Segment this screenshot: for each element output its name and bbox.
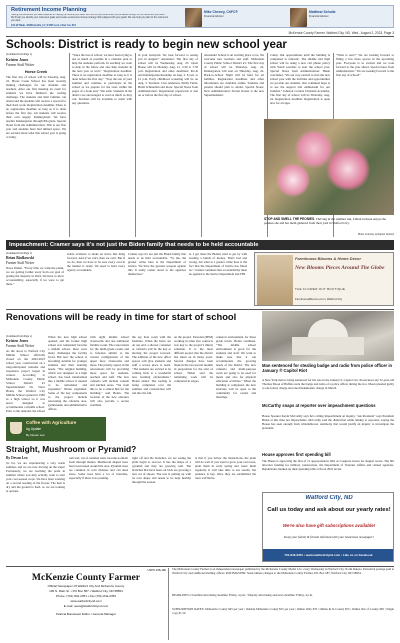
- renovations-headline: Renovations will be ready in time for start of school: [6, 311, 237, 322]
- top-ad-contacts: 104 W Main, McMinnville | 2 | F1NT.com | Star Ins Prd: [11, 24, 77, 27]
- masthead-right-text: The McKenzie County Farmer is an independent newspaper published by the McKenzie County Media LLC every Wednesday in Watford City, North Dakota. Periodical postage paid at Watford City and additional mailing offices. POSTMASTER: Send address changes to the McKenzie County Farmer, PO. Box 587, Watford City, ND 58854.: [172, 568, 394, 575]
- reno-cont-from: (Continued from Page 1): [6, 335, 32, 338]
- column-col-3: right off and the branches, we are seeing the plant begin to recover. It has the shape of a pyramid and they are growing well. The branches that have been cut back are growing a new set of shoots. The tree is putting up with its own shape and needs to be kept healthy through the season.: [132, 456, 191, 484]
- impeach-byline-name: Brian Bialkowski: [6, 256, 35, 261]
- photo-caption-text: Thriving in the summer sun, Lillian Jackson enjoys the peonies she and her mom gathered from their yard in Watford City.: [264, 217, 387, 225]
- column-col-1: So far, we are experiencing a very warm summer, and we are now moving on the steps! Fortunately, we are reaching the point in summer where you may actually want to start your cool-season crops. We have been working on a second seeding of the flower. The heat is dry and the ground is hard, so we are looking at options.: [6, 461, 65, 494]
- impeach-col-4: is. I got there the Bidens tried to get by with stealing a bunch of money. That's bad and wrong, but what is a greater crime here is the fact that the Department of Justice has failed us." Cramer continues that accountability must be applied to the Justice Department and FBI.: [189, 252, 247, 276]
- masthead-phone: Phone: (701) 842-2351 • Fax (701) 842-2353: [56, 594, 116, 598]
- reno-col-4: the top hole room with the furniture. When the holes are on our end, a shower container or cafeteria will be the key to moving the project forward. The addition of the new office spaces will give students and staff a secure place to learn. "The students are excited to be coming back to a wonderful new learning environment," Holen added. The roofing is being completed over the summer and construction will run into the fall.: [132, 335, 171, 395]
- farmhouse-ad-tagline: New Blooms Pieces Around The Globe: [295, 265, 385, 271]
- lead-col-3: in your backyard. We look forward to seeing you in August!" Alexander: The first day of school will be Wednesday, Aug. 23. Open House will be Monday, Aug. 21, 5:30 to 7:30 p.m. Registration and other deadlines: Pre-K and Kindergarten Roundup on Aug. 2. 8 a.m. to 12 p.m. Early childhood screening will be on Aug. 3. Teachers: Cleo Anderson, Emily Tuttle, Heidi Schnuellen and more. Special Notes from Administration: Registration paperwork is due on or before the first day of school.: [138, 53, 198, 97]
- page-header: McKenzie County Farmer, Watford City, ND, Wed., August 2, 2023, Page 3: [288, 31, 394, 35]
- coffee-cup-icon: [10, 422, 22, 434]
- news-item3-title: House approves first spending bill: [262, 452, 331, 457]
- reno-byline: [6, 339, 45, 348]
- news-item1-title: Man sentenced for stealing badge and radio from police officer in January ® Capitol Riot: [262, 363, 393, 373]
- agent2-photo: [290, 8, 307, 27]
- lead-col-1: The first day of school will be Tuesday, Aug. 22. Horse Creek School has been recently making challenges for our students and teachers. After our first meeting an event for students we have finalized the roofing challenge. The students and their families can attend and the students will receive a reward for their hard work. Registration deadline: There is no registration deadline as long as it is done before the first day. All students will receive their own supply. Kindergarten: We have teacher Kindergarten through 8th grade. Special Notes from the Administration: This is our first year and students have had limited space. We are excited about what this school year is going to bring.: [6, 75, 66, 140]
- impeach-byline-title: Farmer Staff Writer: [6, 260, 35, 265]
- lead-cont-from: (Continued from Page 1): [6, 53, 32, 56]
- agent1-title: Financial Advisor: [204, 15, 224, 18]
- column-col-2: tom leaf, cut of rounded stem, become dormant form through mature. Mushroom shaped trees have been noted around the area. Pyramid trees are common in cold climates and can shed snow. Some trees have a lot of branches, especially if there is no pruning.: [69, 456, 128, 480]
- impeach-col-3: Cramer says it's not just the Biden family that needs to be held accountable. "To me, the greater crime here is the Department of Justice. We have the greatest weapon against this. It really comes down to the agencies themselves.": [128, 252, 186, 276]
- reno-byline-name: Kristen Jones: [6, 339, 29, 344]
- coffee-ag-banner: [6, 417, 106, 441]
- impeach-cont-from: (Continued from Page 1): [6, 252, 32, 255]
- farmhouse-ad-subline: THE FLOWER OUT BOUTIQUE: [295, 287, 346, 291]
- top-ad-body: Having the retirement you want depends on having the income you need. But how do you know when you've saved enough for the retirement you want? We'll help you identify your retirement goals and create a retirement income strategy that's aligned with your goals. We can help you plan for the retirement you want.: [11, 14, 169, 22]
- news-item2-text: House Speaker Kevin McCarthy says he's calling impeachment an inquiry. "ask President" says President Biden at this time not impeachable. McCarthy said the distinction while talking to reporters, saying the House has seen enough from whistleblower testimony that would justify an inquiry to investigate the president.: [262, 414, 394, 430]
- reno-col-6: centered environment for these grade levels. Holen continues, "The middle school environment is good for the students and staff. We want to make sure that it can accommodate the growing needs of the district. The new cafeteria and multi-purpose room are going to be used for meals and also for physical education activities." When the building is completed, the new structure will be open to the community for events and meetings.: [216, 335, 256, 399]
- news-item2-title: McCarthy snaps at reporter over impeachment questions: [262, 403, 376, 408]
- subscription-ad-logo: Watford City, ND: [305, 495, 353, 501]
- reno-byline-title: Farmer Staff Writer: [6, 343, 35, 348]
- masthead: [6, 568, 166, 640]
- agent2-name: Matthew Schultz: [309, 10, 336, 14]
- masthead-official: Official Newspaper Of Watford City And McKenzie County: [47, 584, 125, 588]
- lead-col-6: "What is new?" We are looking forward to filling a few more spaces in the upcoming year. Everyone is so excited and we look forward to the year ahead. Special notes from administration: "We are looking forward to the first day of school!": [336, 53, 394, 77]
- impeach-col-2: stable evidence to make an move this thing forward. And if we can't, then we can't. But if we do, then we have to be sure every card in the market is ready. We need to hold every agency accountable.: [67, 252, 125, 272]
- impeach-byline: [6, 256, 64, 265]
- header-rule: [6, 36, 394, 37]
- masthead-web[interactable]: www.watfordcitynd.com: [70, 599, 102, 603]
- lead-subhead-horse-creek: Horse Creek: [24, 70, 48, 75]
- masthead-address: 105 N. Main St. • PO Box 587 • Watford City, ND 58854: [49, 589, 123, 593]
- capitol-photo: [262, 311, 394, 361]
- reno-col-2: When the new high school opened, and the former high school was completely become a middle school, there were many challenges the facility faced. But now the school is becoming suitable for younger students and their learning needs. "The original building, which was designed as a high school, has been transformed into a middle school. It needed to be remodeled and expanded," Holen explained. Some of the key components to the project include renovating the cafeteria area, gymnasium, and administrative offices.: [48, 335, 87, 411]
- masthead-email[interactable]: E-mail: news@watfordcitynd.com: [63, 604, 109, 608]
- top-ad-title: Retirement Income Planning: [11, 7, 87, 13]
- lead-byline-name: Kristen Jones: [6, 58, 29, 63]
- farmhouse-ad: [254, 252, 394, 306]
- reno-col-3: with eight middle school classrooms and one additional flexible room. The renovations for the multi-grade rooms and to function similar to the current configuration of the upper floor classrooms and more. The priority aspect in the renovations will be providing more space for students, teachers and staff. The new cafeteria will include content and kitchen areas. "We want this to be a central hub for the building," said Holen. The location of the new entrance will also provide a secure vestibule.: [90, 335, 129, 407]
- impeachment-story: [6, 252, 250, 307]
- impeachment-bar: [6, 240, 394, 250]
- coffee-ag-title: Coffee with Agriculture: [26, 420, 77, 425]
- news-item3-text: The House is approving the first of 12 appropriations bills as Congress leaves for August recess. The bill allocates funding for military construction, the Department of Veterans Affairs and related agencies. Republicans marked up their spending bills at fiscal 2022 levels.: [262, 459, 394, 471]
- column-headline: Straight, Mushroom or Pyramid?: [6, 444, 137, 454]
- reno-col-5: on the project. Personal (PEM) working in other size contracts was key to the project's timely schedule. It is the most difficult project that the district has taken on in many years. Several changes have been made in the last several months in preparation for the start of school. Holen said the remaining work will be completed in stages.: [174, 335, 213, 383]
- subscription-ad-line2: We're also have gift subscriptions available!: [282, 523, 376, 528]
- masthead-publisher: Patricia Bumstead, Editor • General Manager: [56, 612, 116, 616]
- farmhouse-ad-title: Farmhouse Blooms & Home Decor: [295, 256, 362, 261]
- masthead-subscription: SUBSCRIPTION RATES: McKenzie County $45 per year | Outside McKenzie County $55 per year | Online Only $35 | Online & In County $55 | Online Out of County $65 | Single copy $1.50: [172, 607, 394, 615]
- lead-col-5: Camp: Our opportunities until the building is completed is fantastic. The middle and high school will be using a new cell phone policy with Yondr pouches to start the school year. Special Notes from Administration: Helen concluded, "We are very excited to start the new school year with the facilities and opportunities we provide our students. Our continued hope is to see the support and enthusiasm for our students." Johnson Corners Christian Academy: The first day of school will be Thursday, Aug. 24. Registration deadline: Registration is open now for all ages.: [270, 53, 330, 105]
- photo-credit: Photo Courtesy of Kaylan Jackson: [357, 233, 394, 236]
- impeach-col-1: News Ibiden. "Every time we walk the plank, we are getting farther away from our goal of getting the majority in 2024. We have to show accountability, especially if we were to get there.": [6, 266, 64, 287]
- agent1-photo: [185, 8, 202, 27]
- masthead-title: McKenzie County Farmer: [31, 572, 141, 583]
- impeachment-headline: Impeachment: Cramer says it's not just the Biden family that needs to be held accountable: [9, 241, 259, 248]
- news-item1-text: A New York man is being sentenced for his role in the January 6, Capitol riot. Prosecutors say 52-year-old Thomas Moon of Buffalo stole the badge and radio of a police officer during the riot. Moon pleaded guilty to one felony charge and one misdemeanor charge in March.: [262, 378, 394, 390]
- photo-caption-title: STOP AND SMELL THE PEONIES.: [264, 217, 316, 221]
- masthead-deadlines: DEADLINES: Classified advertising deadline: Friday, 4 p.m. • Display advertising and news deadline: Friday, 4 p.m.: [172, 593, 313, 597]
- lead-byline-title: Farmer Staff Writer: [6, 62, 35, 67]
- lead-col-2: "Since the last of school, we have been trying to use as much as possible in a calendar plan to help the students perform. In teaching we want to help in the future and also help students in the next year as well." "Registration deadline: There is no registration deadline as long as it is done before the first day." "Stop the rest of your summer and continue to participate in the school as we prepare for the rates within the pages of a book and," She adds. Students in the district are encouraged to read as much as they can. Teachers will be available to assist with any questions.: [72, 53, 132, 105]
- renovations-story: [6, 335, 256, 413]
- coffee-ag-sub: Ag Update: [26, 427, 42, 431]
- coffee-ag-sponsor: By Devan Leo: [26, 433, 45, 437]
- column-story: [6, 456, 256, 562]
- lead-byline: [6, 58, 66, 67]
- masthead-usps: USPS 338-180: [147, 568, 166, 572]
- subscription-ad-phone: 701-842-2351 • www.watfordcitynd.com • Like us on Facebook: [263, 549, 394, 562]
- lead-col-4: Alexander School is an exciting place to be. We welcome new teachers and staff. McKenzie County Public School District #1. The first day of school will be Thursday, Aug. 24. Kindergarten will start on Thursday, Aug. 24. Back-to-School Night will be held for all families. Registration deadlines and other information are available online. Students and parents should plan to attend. Special Notes: New Administration: Steven Kaiser is the new Superintendent.: [204, 53, 264, 97]
- reno-col-1: As the doors to Watford City Middle School officially closed on the 2022-2023 school year, construction on a long-anticipated remodel and expansion project began in earnest. According to McKenzie County Public School District #1 Superintendent Dr. Steve Holen, the Watford City Middle School opened in 1985 as a high school so it was never designed to accommodate a middle school. Prior to the remodel, the school: [6, 349, 45, 413]
- top-banner-ad: [6, 5, 394, 28]
- subscription-ad: [262, 492, 394, 562]
- farmhouse-ad-contact: FarmhouseBlooms.com | Watford City: [295, 297, 343, 301]
- column-col-4: is that if you follow the instructions, the plant will do well. If you want to grow your own trees, plant them in early spring and water them regularly. It will take time to see results, but patience is key. Once they are established the trees will thrive.: [195, 456, 256, 480]
- agent1-name: Mike Cheney, ChFC®: [204, 10, 238, 14]
- agent2-title: Financial Advisor: [309, 15, 329, 18]
- lead-headline: Schools: District is ready to begin new school year: [6, 38, 287, 51]
- peonies-photo: [264, 119, 394, 215]
- subscription-ad-line3: Keep your family & friends informed with your hometown newspaper!: [284, 535, 374, 539]
- subscription-ad-line1: Call us today and ask about our yearly rates!: [267, 507, 391, 513]
- column-byline: By Devan Leo: [6, 456, 28, 460]
- masthead-info: [172, 568, 394, 640]
